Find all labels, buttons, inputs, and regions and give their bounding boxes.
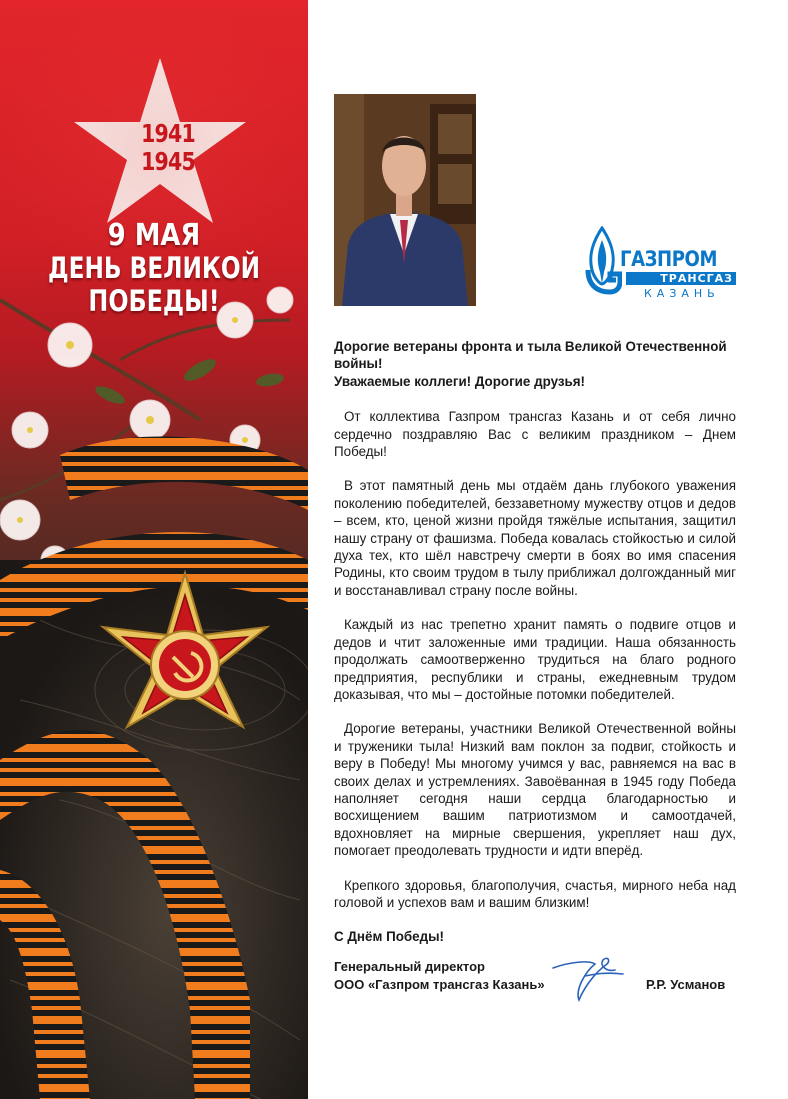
- year-start: 1941: [141, 119, 195, 148]
- greeting-line2: Уважаемые коллеги! Дорогие друзья!: [334, 373, 586, 389]
- year-end: 1945: [141, 147, 195, 176]
- signer-title: Генеральный директор: [334, 959, 485, 974]
- letter-paragraph: От коллектива Газпром трансгаз Казань и от себя лично сердечно поздравляю Вас с великим праздником – Днем Победы!: [334, 409, 736, 460]
- letter-paragraph: Каждый из нас трепетно хранит память о подвиге отцов и дедов и чтит заложенные ими традиции. Наша обязанность продолжать самоотверженно трудиться на благо родного предприятия, республики и страны, ежедневным трудом доказывая, что мы – достойные потомки победителей.: [334, 617, 736, 702]
- congratulation-letter: [334, 338, 736, 946]
- gazprom-flame-icon: [582, 226, 622, 296]
- signer-name: Р.Р. Усманов: [646, 977, 726, 992]
- headline-line3: ПОБЕДЫ!: [88, 284, 220, 318]
- victory-day-banner: [0, 0, 308, 1099]
- portrait-image: [334, 94, 476, 306]
- logo-name: ГАЗПРОМ: [620, 247, 717, 271]
- letter-paragraph: Крепкого здоровья, благополучия, счастья, мирного неба над головой и успехов вам и вашим близким!: [334, 877, 736, 910]
- letter-greeting: [334, 338, 736, 390]
- signature-block: [334, 958, 736, 1018]
- star-years: [129, 120, 208, 176]
- director-portrait: [334, 94, 476, 306]
- gazprom-transgaz-kazan-logo: [582, 226, 738, 308]
- handwritten-signature: [549, 950, 629, 1006]
- st-george-ribbon: [60, 436, 308, 510]
- letter-closing: С Днём Победы!: [334, 929, 445, 945]
- logo-transgaz: ТРАНСГАЗ: [626, 272, 736, 285]
- victory-headline: [0, 220, 308, 318]
- letter-paragraph: В этот памятный день мы отдаём дань глубокого уважения поколению победителей, беззаветному мужеству отцов и дедов – всем, кто, ценой жизни пройдя тяжёлые испытания, защитил нашу страну от фашизма. Победа ковалась стойкостью и силой духа тех, кто шёл навстречу смерти в боях во имя спасения Родины, кто своим трудом в тылу приближал долгожданный миг и восстанавливал страну после войны.: [334, 478, 736, 598]
- blossom-branch: [0, 284, 293, 574]
- signer-company: ООО «Газпром трансгаз Казань»: [334, 977, 545, 992]
- greeting-line1: Дорогие ветераны фронта и тыла Великой Отечественной войны!: [334, 339, 727, 372]
- headline-line2: ДЕНЬ ВЕЛИКОЙ: [47, 251, 261, 285]
- logo-city: КАЗАНЬ: [644, 287, 720, 300]
- headline-date: 9 МАЯ: [107, 218, 201, 253]
- letter-paragraph: Дорогие ветераны, участники Великой Отечественной войны и труженики тыла! Низкий вам поклон за подвиг, стойкость и веру в Победу! Мы многому учимся у вас, равняемся на вас в своих делах и устремлениях. Завоёванная в 1945 году Победа наполняет сегодня наши сердца благодарностью и восхищением вашим патриотизмом и самоотдачей, вдохновляет на мирные свершения, укрепляет наш дух, помогает преодолевать трудности и идти вперёд.: [334, 721, 736, 859]
